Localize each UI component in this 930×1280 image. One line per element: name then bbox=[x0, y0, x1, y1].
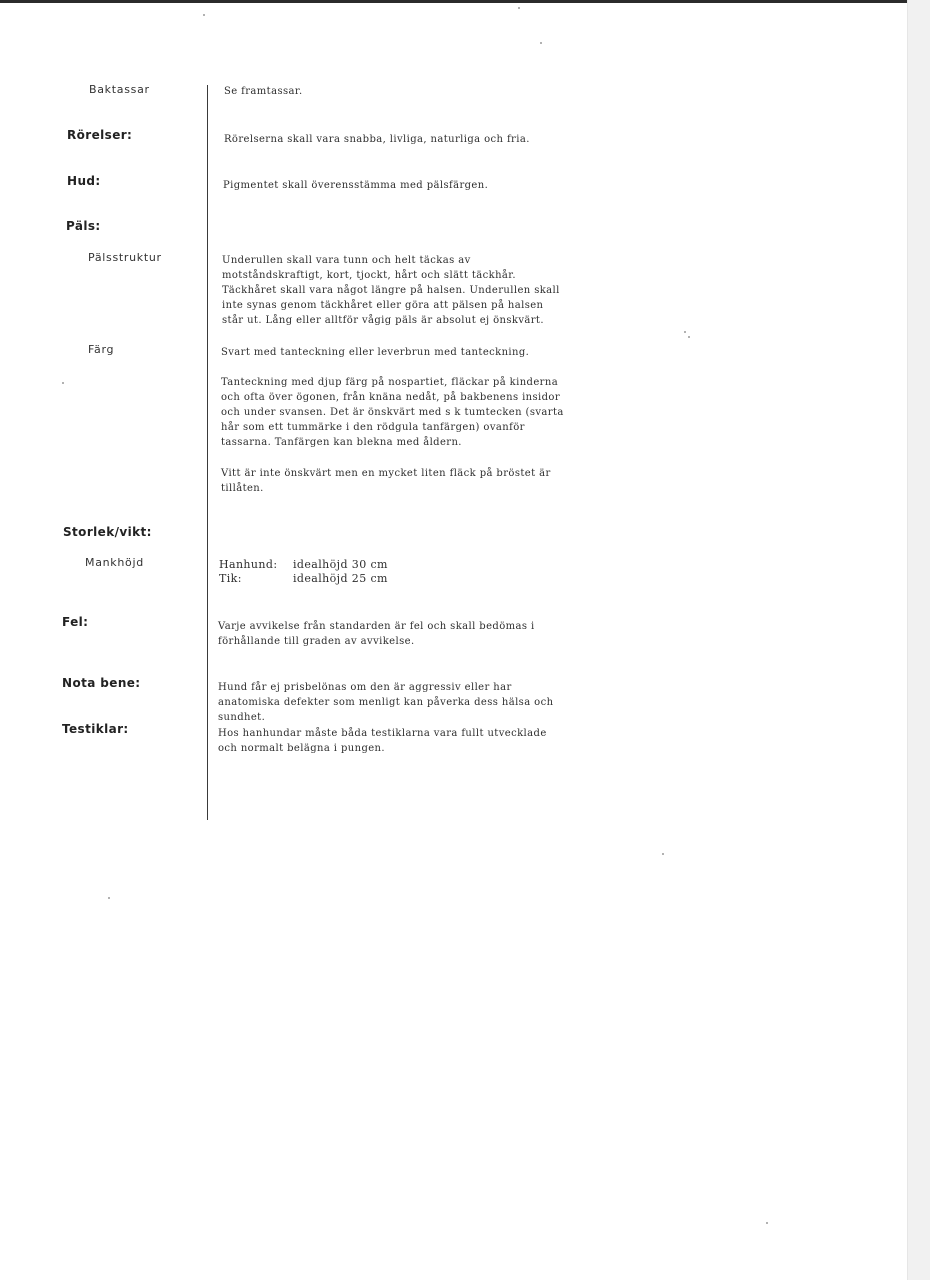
tik-value: idealhöjd 25 cm bbox=[293, 572, 388, 585]
text-nota-bene: Hund får ej prisbelönas om den är aggressiv eller har anatomiska defekter som menligt kan påverka dess hälsa och sundhet. bbox=[218, 682, 554, 723]
text-hud: Pigmentet skall överensstämma med pälsfärgen. bbox=[223, 180, 489, 191]
text-farg-2: Tanteckning med djup färg på nospartiet, fläckar på kinderna och ofta över ögonen, från knäna nedåt, på bakbenens insidor och under svansen. Det är önskvärt med s k tumtecken (svarta hår som ett tummärke i den rödgula tanfärgen) ovanför tassarna. Tanfärgen kan blekna med åldern. bbox=[221, 377, 564, 448]
text-fel: Varje avvikelse från standarden är fel och skall bedömas i förhållande till graden av avvikelse. bbox=[218, 621, 535, 647]
label-farg: Färg bbox=[88, 343, 115, 356]
heading-testiklar: Testiklar: bbox=[62, 722, 129, 736]
heading-pals: Päls: bbox=[66, 219, 101, 233]
label-baktassar: Baktassar bbox=[89, 83, 150, 96]
scan-speck bbox=[766, 1222, 768, 1224]
text-farg-3: Vitt är inte önskvärt men en mycket liten fläck på bröstet är tillåten. bbox=[221, 468, 551, 494]
scan-speck bbox=[540, 42, 542, 44]
scan-speck bbox=[108, 897, 110, 899]
mankhojd-tik-row bbox=[219, 572, 388, 586]
tik-key: Tik: bbox=[219, 572, 242, 585]
text-rorelser: Rörelserna skall vara snabba, livliga, naturliga och fria. bbox=[224, 134, 530, 145]
scan-top-edge bbox=[0, 0, 930, 3]
mankhojd-hanhund-row bbox=[219, 558, 388, 572]
text-farg-1: Svart med tanteckning eller leverbrun med tanteckning. bbox=[221, 347, 530, 358]
scan-speck bbox=[688, 336, 690, 338]
heading-rorelser: Rörelser: bbox=[67, 128, 133, 142]
heading-fel: Fel: bbox=[62, 615, 89, 629]
hanhund-key: Hanhund: bbox=[219, 558, 278, 571]
scan-speck bbox=[203, 14, 205, 16]
scan-speck bbox=[684, 331, 686, 333]
text-testiklar: Hos hanhundar måste båda testiklarna vara fullt utvecklade och normalt belägna i pungen. bbox=[218, 728, 547, 754]
heading-storlek-vikt: Storlek/vikt: bbox=[63, 525, 152, 539]
label-palsstruktur: Pälsstruktur bbox=[88, 251, 162, 264]
scan-right-edge bbox=[908, 0, 930, 1280]
column-divider bbox=[207, 85, 208, 820]
heading-hud: Hud: bbox=[67, 174, 101, 188]
label-mankhojd: Mankhöjd bbox=[85, 556, 144, 569]
heading-nota-bene: Nota bene: bbox=[62, 676, 141, 690]
scan-speck bbox=[62, 382, 64, 384]
scan-speck bbox=[662, 853, 664, 855]
scan-speck bbox=[518, 7, 520, 9]
hanhund-value: idealhöjd 30 cm bbox=[293, 558, 388, 571]
text-palsstruktur: Underullen skall vara tunn och helt täckas av motståndskraftigt, kort, tjockt, hårt och slätt täckhår. Täckhåret skall vara något längre på halsen. Underullen skall inte synas genom täckhåret eller göra att pälsen på halsen står ut. Lång eller alltför vågig päls är absolut ej önskvärt. bbox=[222, 255, 560, 326]
text-baktassar: Se framtassar. bbox=[224, 86, 303, 97]
